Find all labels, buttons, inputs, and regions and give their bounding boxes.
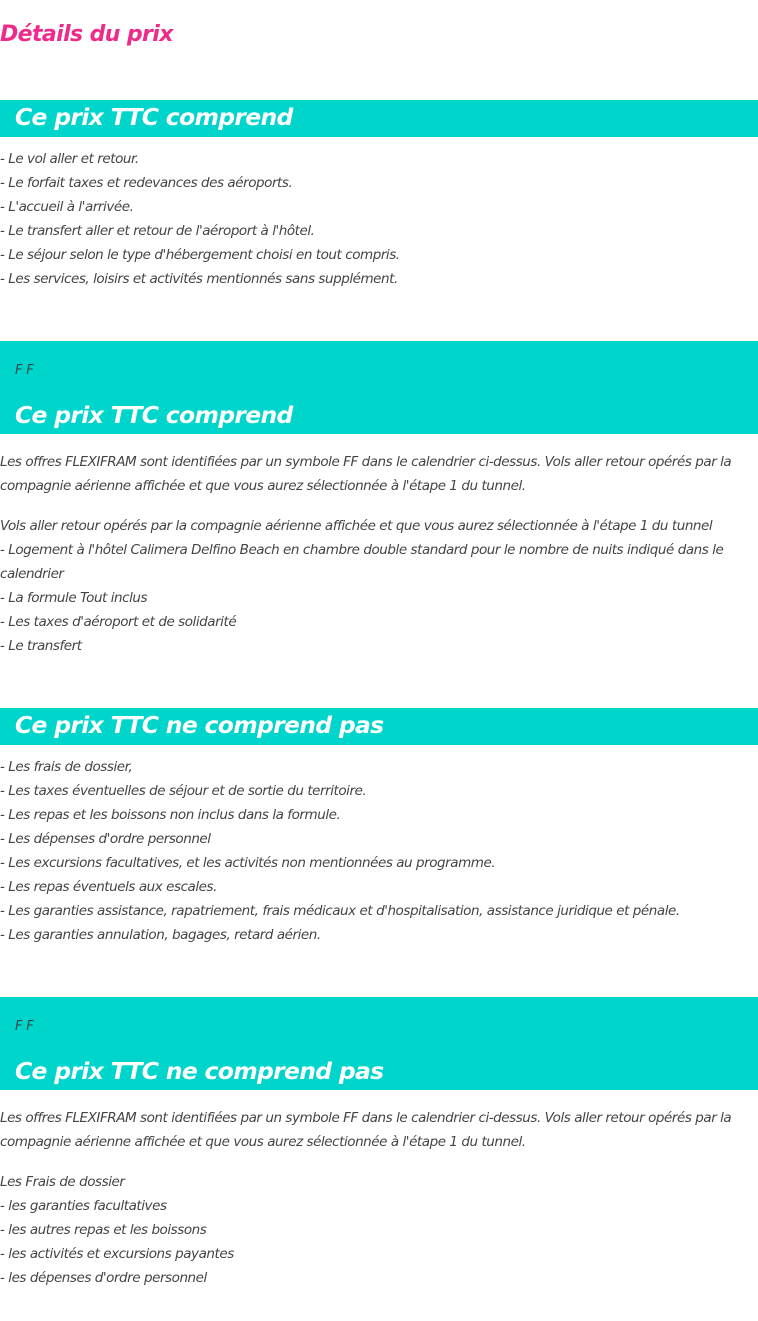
list-item: - Les dépenses d'ordre personnel xyxy=(0,831,211,847)
section-banner-flexifram-includes xyxy=(0,341,758,434)
flexifram-includes-list xyxy=(0,514,758,658)
list-item: - Les garanties assistance, rapatriement, frais médicaux et d'hospitalisation, assistance juridique et pénale. xyxy=(0,903,680,919)
list-item: - La formule Tout inclus xyxy=(0,590,148,606)
section-heading: Ce prix TTC comprend xyxy=(15,401,293,429)
includes-list xyxy=(0,147,758,291)
ff-mark: F F xyxy=(15,1019,34,1034)
list-item: - les dépenses d'ordre personnel xyxy=(0,1270,207,1286)
list-item: - Le vol aller et retour. xyxy=(0,151,139,167)
list-item: - Les taxes éventuelles de séjour et de sortie du territoire. xyxy=(0,783,367,799)
section-heading: Ce prix TTC comprend xyxy=(15,103,293,131)
list-item: - L'accueil à l'arrivée. xyxy=(0,199,134,215)
list-item: Vols aller retour opérés par la compagnie aérienne affichée et que vous aurez sélectionnée à l'étape 1 du tunnel xyxy=(0,518,713,534)
flexifram-intro xyxy=(0,1106,758,1154)
list-item: - Les services, loisirs et activités mentionnés sans supplément. xyxy=(0,271,398,287)
flexifram-intro xyxy=(0,450,758,498)
list-item: - Logement à l'hôtel Calimera Delfino Beach en chambre double standard pour le nombre de nuits indiqué dans le calendrier xyxy=(0,542,724,582)
list-item: - Les repas et les boissons non inclus dans la formule. xyxy=(0,807,341,823)
section-heading: Ce prix TTC ne comprend pas xyxy=(15,711,384,739)
list-item: Les Frais de dossier xyxy=(0,1174,125,1190)
page-title: Détails du prix xyxy=(0,22,173,47)
section-banner-excludes xyxy=(0,708,758,745)
list-item: - les autres repas et les boissons xyxy=(0,1222,207,1238)
intro-paragraph: Les offres FLEXIFRAM sont identifiées par un symbole FF dans le calendrier ci-dessus. Vols aller retour opérés par la compagnie aérienne affichée et que vous aurez sélectionnée à l'étape 1 du tunnel. xyxy=(0,454,732,494)
list-item: - Le séjour selon le type d'hébergement choisi en tout compris. xyxy=(0,247,400,263)
list-item: - Le transfert aller et retour de l'aéroport à l'hôtel. xyxy=(0,223,315,239)
flexifram-excludes-list xyxy=(0,1170,758,1290)
list-item: - les activités et excursions payantes xyxy=(0,1246,234,1262)
list-item: - Les taxes d'aéroport et de solidarité xyxy=(0,614,237,630)
list-item: - les garanties facultatives xyxy=(0,1198,167,1214)
section-banner-flexifram-excludes xyxy=(0,997,758,1090)
ff-mark: F F xyxy=(15,363,34,378)
list-item: - Les frais de dossier, xyxy=(0,759,133,775)
list-item: - Le transfert xyxy=(0,638,82,654)
list-item: - Les repas éventuels aux escales. xyxy=(0,879,217,895)
list-item: - Le forfait taxes et redevances des aéroports. xyxy=(0,175,293,191)
list-item: - Les garanties annulation, bagages, retard aérien. xyxy=(0,927,321,943)
section-heading: Ce prix TTC ne comprend pas xyxy=(15,1057,384,1085)
list-item: - Les excursions facultatives, et les activités non mentionnées au programme. xyxy=(0,855,496,871)
section-banner-includes xyxy=(0,100,758,137)
excludes-list xyxy=(0,755,758,947)
intro-paragraph: Les offres FLEXIFRAM sont identifiées par un symbole FF dans le calendrier ci-dessus. Vols aller retour opérés par la compagnie aérienne affichée et que vous aurez sélectionnée à l'étape 1 du tunnel. xyxy=(0,1110,732,1150)
